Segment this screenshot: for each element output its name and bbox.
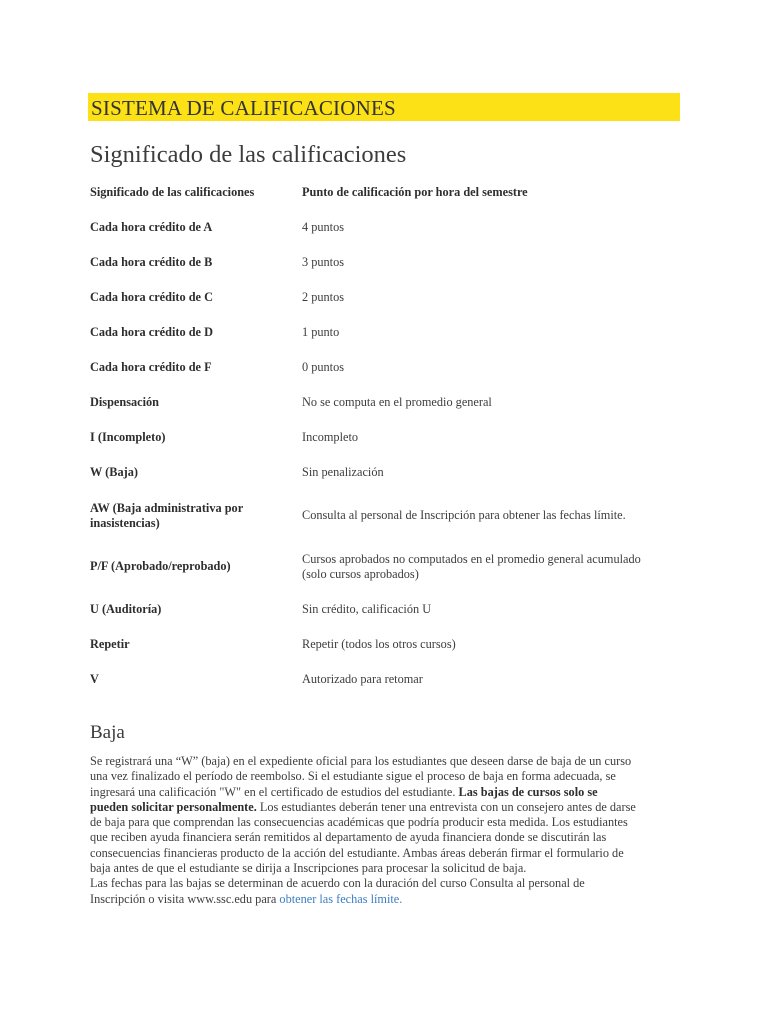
- row-value: [302, 552, 680, 581]
- table-row: [90, 455, 680, 490]
- row-value: Sin penalización: [302, 465, 384, 480]
- row-value: 3 puntos: [302, 255, 345, 270]
- bold-notice: Las bajas de cursos solo se: [458, 784, 598, 799]
- table-row: [90, 315, 680, 350]
- paragraph-line: una vez finalizado el período de reembolso. Si el estudiante sigue el proceso de baja en forma adecuada, se: [90, 769, 616, 784]
- row-value: No se computa en el promedio general: [302, 395, 492, 410]
- row-label-line: AW (Baja administrativa por: [90, 501, 244, 515]
- table-row: [90, 490, 680, 541]
- row-value: Consulta al personal de Inscripción para obtener las fechas límite.: [302, 508, 626, 523]
- row-label: Dispensación: [90, 395, 160, 410]
- row-value: 2 puntos: [302, 290, 345, 305]
- paragraph-line: baja antes de que el estudiante se dirija a Inscripciones para procesar la solicitud de baja.: [90, 861, 527, 876]
- header-label: Significado de las calificaciones: [90, 185, 255, 200]
- row-value: 4 puntos: [302, 220, 345, 235]
- row-value: Autorizado para retomar: [302, 672, 423, 687]
- row-value: Sin crédito, calificación U: [302, 602, 432, 617]
- baja-paragraph: [90, 754, 682, 907]
- grade-meaning-table: [90, 175, 680, 697]
- baja-title: Baja: [90, 722, 125, 743]
- table-header-row: [90, 175, 680, 210]
- row-label: Cada hora crédito de F: [90, 360, 212, 375]
- row-label: I (Incompleto): [90, 430, 166, 445]
- row-value: 0 puntos: [302, 360, 345, 375]
- paragraph-line: que reciben ayuda financiera serán remitidos al departamento de ayuda financiera donde se discutirán las: [90, 830, 607, 845]
- row-label: V: [90, 672, 99, 687]
- table-row: [90, 420, 680, 455]
- row-label: Repetir: [90, 637, 130, 652]
- row-label: Cada hora crédito de A: [90, 220, 213, 235]
- table-row: [90, 245, 680, 280]
- table-row: [90, 627, 680, 662]
- row-value: Incompleto: [302, 430, 359, 445]
- row-value: Repetir (todos los otros cursos): [302, 637, 456, 652]
- paragraph-line: consecuencias financieras producto de la acción del estudiante. Ambas áreas deberán firmar el formulario de: [90, 845, 624, 860]
- paragraph-line: Inscripción o visita www.ssc.edu para: [90, 891, 280, 906]
- table-row: [90, 592, 680, 627]
- row-label: W (Baja): [90, 465, 138, 480]
- table-row: [90, 541, 680, 592]
- row-value-line: Cursos aprobados no computados en el promedio general acumulado: [302, 552, 641, 566]
- row-value: 1 punto: [302, 325, 340, 340]
- row-label-line: inasistencias): [90, 515, 160, 530]
- row-value-line: (solo cursos aprobados): [302, 566, 419, 581]
- paragraph-line: Los estudiantes deberán tener una entrevista con un consejero antes de darse: [256, 799, 636, 814]
- table-row: [90, 662, 680, 697]
- bold-notice: pueden solicitar personalmente.: [90, 799, 257, 814]
- table-row: [90, 280, 680, 315]
- section-title: Significado de las calificaciones: [90, 141, 407, 168]
- paragraph-line: de baja para que comprendan las consecuencias académicas que podría producir esta medida. Los estudiantes: [90, 815, 628, 830]
- row-label: Cada hora crédito de C: [90, 290, 213, 305]
- banner-title: SISTEMA DE CALIFICACIONES: [91, 96, 396, 120]
- row-label: Cada hora crédito de B: [90, 255, 213, 270]
- paragraph-line: ingresará una calificación "W" en el certificado de estudios del estudiante.: [90, 784, 459, 799]
- row-label: P/F (Aprobado/reprobado): [90, 559, 231, 574]
- row-label: [90, 501, 302, 530]
- paragraph-line: Las fechas para las bajas se determinan de acuerdo con la duración del curso Consulta al personal de: [90, 876, 585, 891]
- row-label: Cada hora crédito de D: [90, 325, 213, 340]
- table-row: [90, 350, 680, 385]
- deadlines-link[interactable]: obtener las fechas límite.: [279, 891, 403, 906]
- header-value: Punto de calificación por hora del semestre: [302, 185, 528, 200]
- paragraph-line: Se registrará una “W” (baja) en el expediente oficial para los estudiantes que deseen darse de baja de un curso: [90, 754, 632, 768]
- table-row: [90, 210, 680, 245]
- row-label: U (Auditoría): [90, 602, 162, 617]
- title-banner: [88, 93, 680, 121]
- table-row: [90, 385, 680, 420]
